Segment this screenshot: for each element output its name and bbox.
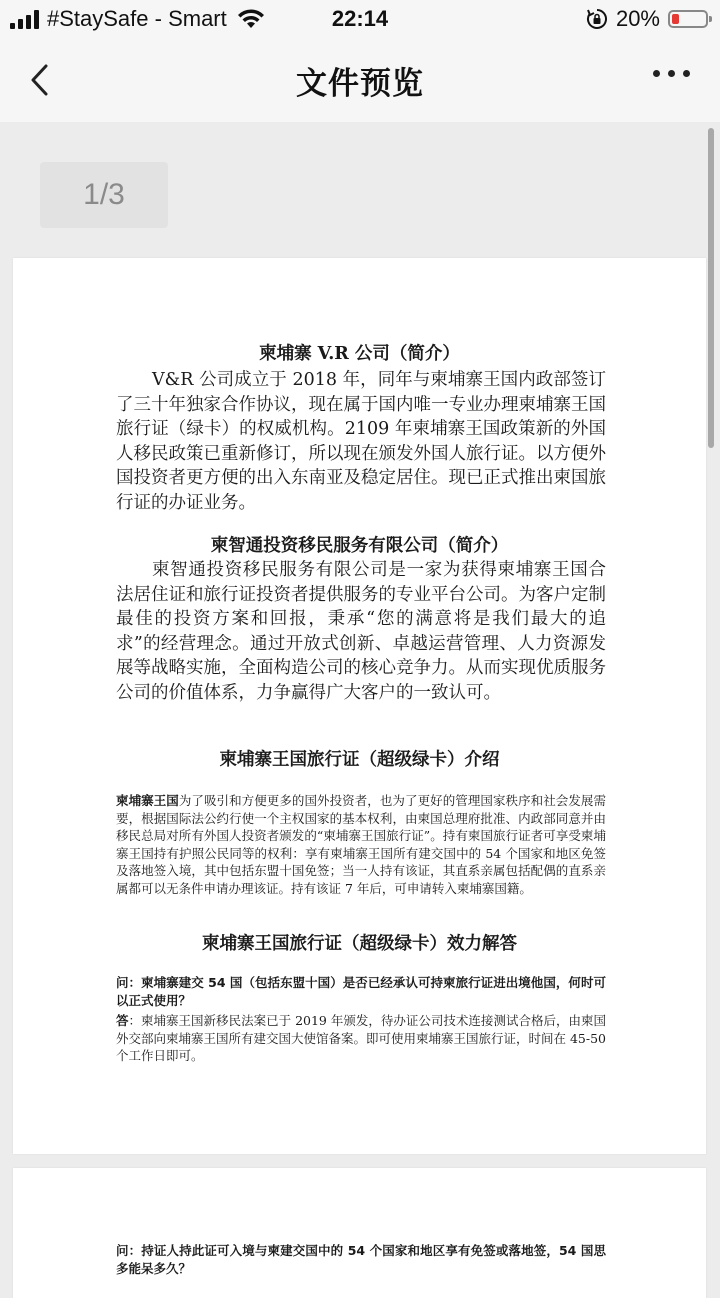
battery-icon — [668, 10, 708, 28]
section-body — [116, 792, 606, 897]
nav-bar — [0, 40, 720, 122]
document-page-2 — [13, 1168, 706, 1298]
faq-question-text: 问：持证人持此证可入境与柬建交国中的 54 个国家和地区享有免签或落地签，54 国思多能呆多久？ — [116, 1243, 606, 1276]
section-title: 柬智通投资移民服务有限公司（简介） — [210, 536, 509, 556]
section-title: 柬埔寨王国旅行证（超级绿卡）效力解答 — [202, 934, 517, 954]
more-horizontal-icon[interactable] — [653, 70, 690, 77]
section-body: 柬智通投资移民服务有限公司是一家为获得柬埔寨王国合法居住证和旅行证投资者提供服务的专业平台公司。为客户定制最佳的投资方案和回报，秉承“您的满意将是我们最大的追求”的经营理念。通过开放式创新、卓越运营管理、人力资源发展等战略实施，全面构造公司的核心竞争力。从而实现优质服务公司的价值体系，力争赢得广大客户的一致认可。 — [116, 560, 606, 703]
battery-percent: 20% — [615, 6, 660, 31]
rotation-lock-icon — [586, 8, 608, 30]
faq-answer-text: ：柬埔寨王国新移民法案已于 2019 年颁发，待办证公司技术连接测试合格后，由柬国外交部向柬埔寨王国所有建交国大使馆备案。即可使用柬埔寨王国旅行证，时间在 45-50 个工作日即可。 — [116, 1013, 607, 1063]
faq-question — [116, 1242, 606, 1277]
faq-question-text: 问：柬埔寨建交 54 国（包括东盟十国）是否已经承认可持柬旅行证进出境他国，何时可以正式使用？ — [116, 975, 606, 1008]
carrier-name: #StaySafe - Smart — [47, 6, 227, 31]
faq-question — [116, 974, 606, 1009]
section-title: 柬埔寨 V.R 公司（简介） — [259, 344, 460, 364]
faq-answer-label: 答 — [116, 1013, 129, 1028]
scrollbar[interactable] — [708, 128, 714, 448]
faq-answer — [116, 1012, 606, 1065]
section-title: 柬埔寨王国旅行证（超级绿卡）介绍 — [219, 750, 500, 770]
section-lead: 柬埔寨王国 — [116, 793, 179, 808]
section-body: V&R 公司成立于 2018 年，同年与柬埔寨王国内政部签订了三十年独家合作协议，现在属于国内唯一专业办理柬埔寨王国旅行证（绿卡）的权威机构。2109 年柬埔寨王国政策新的外国人移民政策已重新修订，所以现在颁发外国人旅行证。以方便外国投资者更方便的出入东南亚及稳定居住。现已正式推出柬国旅行证的办证业务。 — [116, 370, 606, 513]
document-page-1 — [13, 258, 706, 1154]
page-indicator: 1/3 — [40, 162, 168, 228]
section-text: 为了吸引和方便更多的国外投资者，也为了更好的管理国家秩序和社会发展需要，根据国际法公约行使一个主权国家的基本权利，由柬国总理府批准、内政部同意并由移民总局对所有外国人投资者颁发的“柬埔寨王国旅行证”。持有柬国旅行证者可享受柬埔寨王国持有护照公民同等的权利：享有柬埔寨王国所有建交国中的 54 个国家和地区免签及落地签入境，其中包括东盟十国免签；当一人持有该证，其直系亲属包括配偶的直系亲属都可以无条件申请办理该证。持有该证 7 年后，可申请转入柬埔寨国籍。 — [116, 793, 606, 896]
page-title: 文件预览 — [296, 66, 424, 102]
status-bar — [0, 0, 720, 40]
clock: 22:14 — [331, 6, 389, 31]
